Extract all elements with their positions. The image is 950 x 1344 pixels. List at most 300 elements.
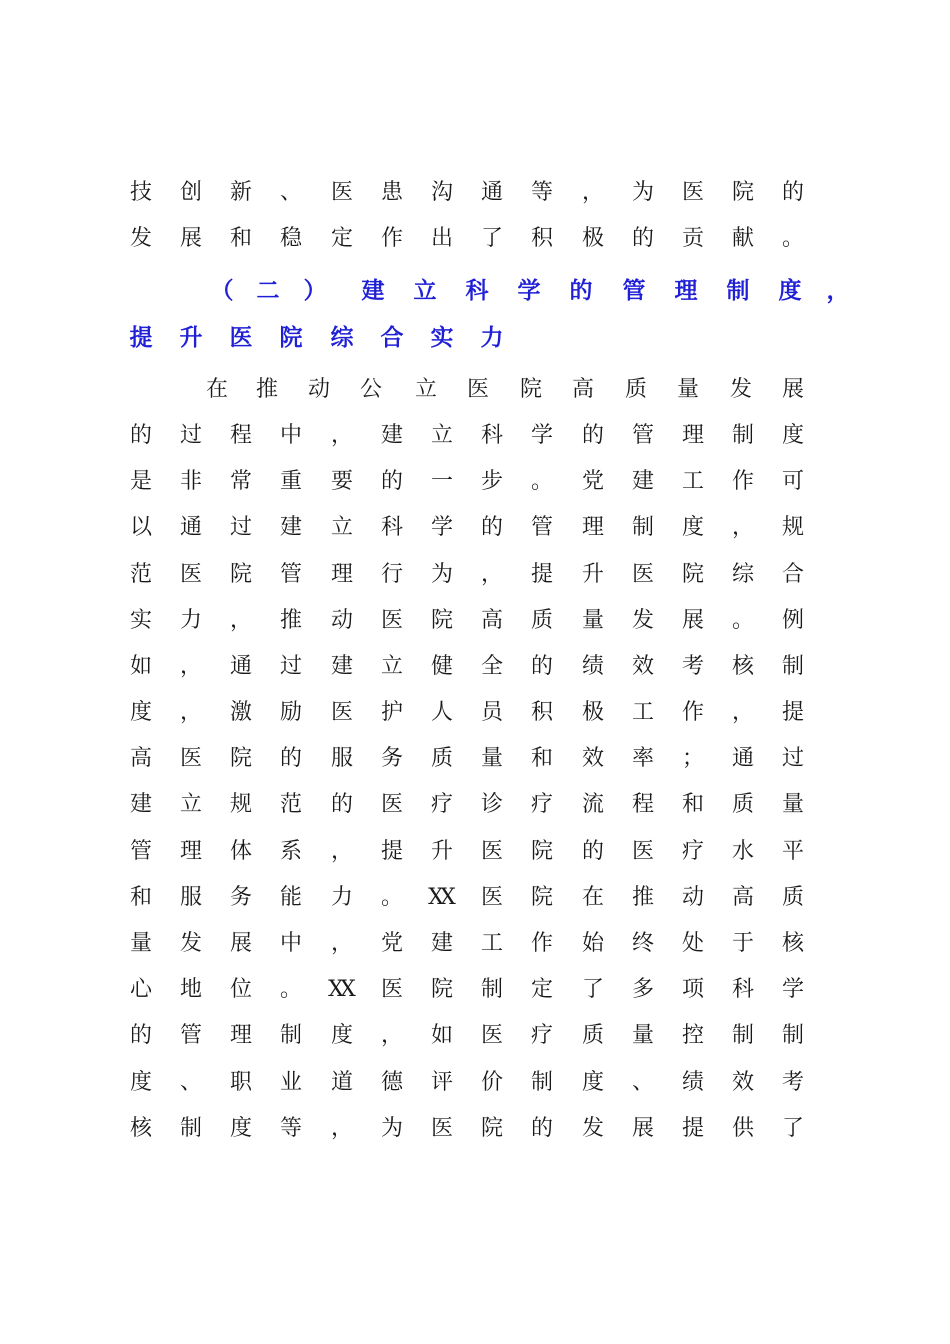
char: 展 [631,1116,654,1141]
char: 展 [681,608,704,633]
char: 员 [480,700,503,725]
text-line [0,606,950,652]
char: 。 [530,469,553,494]
char: 服 [330,746,353,771]
text-line [0,224,950,270]
char: 服 [179,885,202,910]
char: 管 [530,515,553,540]
char: ， [480,562,503,587]
char: 动 [681,885,704,910]
char: 通 [731,746,754,771]
char: 多 [631,977,654,1002]
char: 工 [681,469,704,494]
char: 新 [229,180,252,205]
char: 和 [530,746,553,771]
char: 地 [179,977,202,1002]
text-line [0,883,950,929]
char: 人 [430,700,453,725]
char: 程 [631,792,654,817]
char: 合 [781,562,804,587]
char: 医 [330,180,353,205]
char: 度 [778,277,802,304]
text-line [0,1114,950,1160]
char: 提 [681,1116,704,1141]
section-heading-line [0,323,950,369]
char: 。 [781,226,804,251]
char: 量 [581,608,604,633]
char: 理 [674,277,698,304]
text-line [0,513,950,559]
char: 控 [681,1023,704,1048]
char: 质 [731,792,754,817]
char: 理 [581,515,604,540]
char: 的 [631,226,654,251]
char: 是 [129,469,152,494]
char: 院 [681,562,704,587]
char: 高 [571,377,594,402]
text-line [0,560,950,606]
char: 量 [480,746,503,771]
char: 医 [380,977,403,1002]
char: 院 [530,885,553,910]
char: 质 [624,377,647,402]
char: 质 [781,885,804,910]
char: 管 [129,839,152,864]
char: 建 [361,277,385,304]
char: 制 [279,1023,302,1048]
char: 常 [229,469,252,494]
char: X [328,977,344,1002]
char: 质 [581,1023,604,1048]
char: 建 [330,654,353,679]
char: 制 [726,277,750,304]
char: 范 [279,792,302,817]
char: 合 [380,324,404,351]
text-line [0,929,950,975]
char: 出 [430,226,453,251]
char: 位 [229,977,252,1002]
char: 理 [179,839,202,864]
char: 医 [480,1023,503,1048]
char: 稳 [279,226,302,251]
char: 管 [622,277,646,304]
char: X [340,977,356,1002]
char: 制 [480,977,503,1002]
char: 诊 [480,792,503,817]
char: 高 [480,608,503,633]
char: 力 [480,324,504,351]
char: 为 [380,1116,403,1141]
text-line [0,698,950,744]
char: ， [330,931,353,956]
char: ， [229,608,252,633]
char: 务 [380,746,403,771]
char: 绩 [581,654,604,679]
char: 的 [530,654,553,679]
char: 职 [229,1070,252,1095]
char: 党 [581,469,604,494]
char: 始 [581,931,604,956]
char: 项 [681,977,704,1002]
char: 过 [179,423,202,448]
char: 的 [530,1116,553,1141]
section-heading-line [0,276,950,322]
char: 公 [359,377,382,402]
char: 贡 [681,226,704,251]
char: 高 [731,885,754,910]
char: 的 [480,515,503,540]
char: 过 [229,515,252,540]
char: 推 [255,377,278,402]
char: 立 [330,515,353,540]
char: 推 [631,885,654,910]
char: 非 [179,469,202,494]
char: 的 [569,277,593,304]
char: 中 [279,423,302,448]
char: 实 [430,324,454,351]
char: 通 [229,654,252,679]
char: ， [581,180,604,205]
char: X [428,885,444,910]
char: 疗 [681,839,704,864]
char: 过 [781,746,804,771]
char: ， [731,515,754,540]
char: 院 [480,1116,503,1141]
char: 考 [681,654,704,679]
char: 度 [129,700,152,725]
char: 理 [681,423,704,448]
char: 作 [530,931,553,956]
char: 学 [781,977,804,1002]
char: 等 [279,1116,302,1141]
char: 升 [581,562,604,587]
char: 患 [380,180,403,205]
char: ） [303,277,327,304]
char: 医 [631,562,654,587]
char: 积 [530,226,553,251]
char: 制 [781,654,804,679]
char: 管 [631,423,654,448]
char: 流 [581,792,604,817]
char: 的 [129,1023,152,1048]
char: 医 [480,839,503,864]
char: 务 [229,885,252,910]
char: 量 [129,931,152,956]
char: 立 [413,277,437,304]
char: 综 [330,324,354,351]
char: 效 [581,746,604,771]
char: 过 [279,654,302,679]
char: 核 [731,654,754,679]
char: 质 [530,608,553,633]
char: 制 [731,423,754,448]
char: 综 [731,562,754,587]
char: 体 [229,839,252,864]
char: 为 [631,180,654,205]
char: 要 [330,469,353,494]
char: 量 [781,792,804,817]
char: 通 [480,180,503,205]
char: 核 [781,931,804,956]
char: 激 [229,700,252,725]
char: 行 [380,562,403,587]
char: 制 [530,1070,553,1095]
char: 作 [731,469,754,494]
char: ， [179,700,202,725]
text-line [0,744,950,790]
char: 极 [581,700,604,725]
char: 评 [430,1070,453,1095]
char: 定 [530,977,553,1002]
char: 健 [430,654,453,679]
char: 质 [430,746,453,771]
char: 医 [631,839,654,864]
char: 如 [129,654,152,679]
char: 院 [229,562,252,587]
char: 升 [179,324,203,351]
char: 通 [179,515,202,540]
char: 学 [430,515,453,540]
char: 德 [380,1070,403,1095]
char: 度 [229,1116,252,1141]
char: 提 [380,839,403,864]
char: 院 [530,839,553,864]
char: 立 [430,423,453,448]
char: 和 [129,885,152,910]
char: 可 [781,469,804,494]
char: ； [681,746,704,771]
char: ， [826,277,850,304]
char: 医 [179,562,202,587]
char: 的 [279,746,302,771]
char: 疗 [430,792,453,817]
char: 。 [380,885,403,910]
char: 的 [380,469,403,494]
char: 立 [414,377,437,402]
char: 提 [530,562,553,587]
char: 如 [430,1023,453,1048]
char: 以 [129,515,152,540]
char: ， [330,423,353,448]
char: 科 [380,515,403,540]
char: 量 [631,1023,654,1048]
char: 技 [129,180,152,205]
char: 院 [731,180,754,205]
char: 考 [781,1070,804,1095]
char: 发 [631,608,654,633]
char: 终 [631,931,654,956]
char: 管 [279,562,302,587]
char: 创 [179,180,202,205]
char: 疗 [530,1023,553,1048]
char: 提 [129,324,153,351]
char: 了 [480,226,503,251]
char: 力 [179,608,202,633]
char: 道 [330,1070,353,1095]
char: 规 [229,792,252,817]
char: 的 [781,180,804,205]
char: 极 [581,226,604,251]
char: 制 [631,515,654,540]
char: 的 [129,423,152,448]
char: 供 [731,1116,754,1141]
text-line [0,421,950,467]
char: 业 [279,1070,302,1095]
char: 医 [380,608,403,633]
char: 制 [781,1023,804,1048]
char: 高 [129,746,152,771]
char: 建 [631,469,654,494]
char: 立 [380,654,403,679]
text-line [0,1068,950,1114]
char: 沟 [430,180,453,205]
char: 展 [179,226,202,251]
char: 、 [179,1070,202,1095]
char: 发 [729,377,752,402]
char: 。 [279,977,302,1002]
char: 效 [731,1070,754,1095]
char: 价 [480,1070,503,1095]
text-line [0,178,950,224]
char: 励 [279,700,302,725]
char: 院 [229,746,252,771]
char: 院 [519,377,542,402]
char: 工 [480,931,503,956]
char: 医 [681,180,704,205]
char: 例 [781,608,804,633]
char: 了 [581,977,604,1002]
char: 于 [731,931,754,956]
char: 发 [129,226,152,251]
char: 重 [279,469,302,494]
char: 水 [731,839,754,864]
text-line [0,375,950,421]
char: 疗 [530,792,553,817]
char: X [440,885,456,910]
char: 平 [781,839,804,864]
char: 力 [330,885,353,910]
char: 程 [229,423,252,448]
char: 建 [129,792,152,817]
char: ， [330,1116,353,1141]
char: 步 [480,469,503,494]
char: 发 [581,1116,604,1141]
char: 发 [179,931,202,956]
char: 定 [330,226,353,251]
char: 等 [530,180,553,205]
char: 立 [179,792,202,817]
text-line [0,975,950,1021]
char: 度 [330,1023,353,1048]
char: 效 [631,654,654,679]
char: 量 [676,377,699,402]
char: 学 [530,423,553,448]
char: 升 [430,839,453,864]
char: 全 [480,654,503,679]
char: 医 [480,885,503,910]
char: 一 [430,469,453,494]
char: 核 [129,1116,152,1141]
char: （ [210,277,234,304]
char: 能 [279,885,302,910]
char: ， [380,1023,403,1048]
char: 度 [581,1070,604,1095]
char: 动 [330,608,353,633]
char: 工 [631,700,654,725]
char: 实 [129,608,152,633]
char: ， [731,700,754,725]
char: 建 [430,931,453,956]
char: 系 [279,839,302,864]
char: 建 [279,515,302,540]
char: 展 [781,377,804,402]
char: 的 [581,423,604,448]
char: 理 [330,562,353,587]
char: 处 [681,931,704,956]
char: 学 [517,277,541,304]
char: 和 [229,226,252,251]
char: 在 [581,885,604,910]
text-line [0,652,950,698]
char: 积 [530,700,553,725]
char: 作 [681,700,704,725]
char: 医 [179,746,202,771]
char: 率 [631,746,654,771]
char: 二 [256,277,280,304]
char: 院 [279,324,303,351]
char: 为 [430,562,453,587]
char: 范 [129,562,152,587]
char: 度 [781,423,804,448]
char: 度 [681,515,704,540]
char: 科 [731,977,754,1002]
char: 和 [681,792,704,817]
char: 度 [129,1070,152,1095]
char: 建 [380,423,403,448]
char: 制 [731,1023,754,1048]
char: 作 [380,226,403,251]
char: 在 [205,377,228,402]
char: 提 [781,700,804,725]
char: 、 [631,1070,654,1095]
char: 的 [330,792,353,817]
char: 绩 [681,1070,704,1095]
char: 规 [781,515,804,540]
char: 科 [480,423,503,448]
text-line [0,837,950,883]
char: 动 [307,377,330,402]
char: 院 [430,608,453,633]
char: 中 [279,931,302,956]
char: 推 [279,608,302,633]
char: 了 [781,1116,804,1141]
char: 。 [731,608,754,633]
char: 、 [279,180,302,205]
char: ， [179,654,202,679]
text-line [0,467,950,513]
char: 理 [229,1023,252,1048]
char: 的 [581,839,604,864]
char: 管 [179,1023,202,1048]
char: 院 [430,977,453,1002]
char: 献 [731,226,754,251]
char: 展 [229,931,252,956]
char: 制 [179,1116,202,1141]
text-line [0,1021,950,1067]
char: 医 [330,700,353,725]
char: 科 [465,277,489,304]
char: 心 [129,977,152,1002]
